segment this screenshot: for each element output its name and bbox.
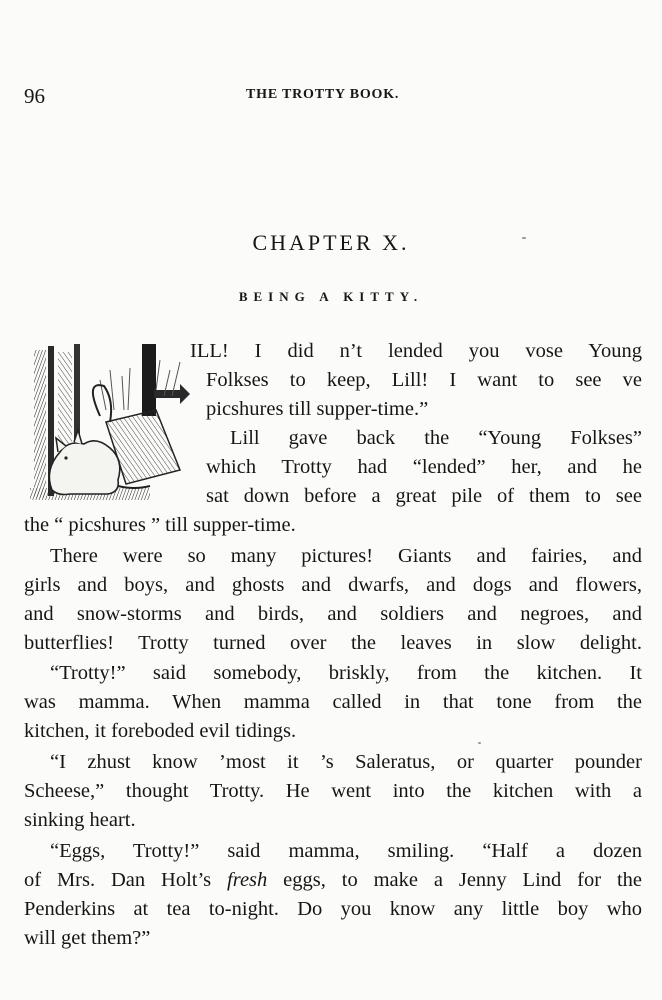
running-title: THE TROTTY BOOK. [246, 87, 400, 102]
text-line: Scheese,” thought Trotty. He went into the kitchen with a [24, 780, 642, 802]
text-line: sinking heart. [24, 809, 136, 831]
kitten-drop-cap-illustration [30, 340, 190, 502]
text-line: “Eggs, Trotty!” said mamma, smiling. “Half a dozen [50, 840, 642, 862]
text-line: was mamma. When mamma called in that tone from the [24, 691, 642, 713]
text-line: which Trotty had “lended” her, and he [206, 456, 642, 478]
running-head [24, 84, 632, 108]
text-segment: of Mrs. Dan Holt’s [24, 869, 228, 891]
text-line: girls and boys, and ghosts and dwarfs, and dogs and flowers, [24, 574, 642, 596]
text-line: Lill gave back the “Young Folkses” [230, 427, 642, 449]
chapter-subtitle: BEING A KITTY. [238, 289, 424, 304]
text-line: and snow-storms and birds, and soldiers and negroes, and [24, 603, 642, 625]
text-line: “I zhust know ’most it ’s Saleratus, or quarter pounder [50, 751, 642, 773]
chapter-title: CHAPTER X. [252, 230, 410, 255]
ink-speck [478, 742, 481, 744]
text-line: There were so many pictures! Giants and fairies, and [50, 545, 642, 567]
ink-speck [522, 237, 526, 239]
text-line: ILL! I did n’t lended you vose Young [190, 340, 642, 362]
text-line-with-italic [24, 866, 642, 894]
text-line: sat down before a great pile of them to see [206, 485, 642, 507]
italic-word: fresh [227, 869, 268, 891]
text-line: will get them?” [24, 927, 151, 949]
text-line: butterflies! Trotty turned over the leaves in slow delight. [24, 632, 642, 654]
text-line: the “ picshures ” till supper-time. [24, 514, 296, 536]
text-line: kitchen, it foreboded evil tidings. [24, 720, 297, 742]
text-line: Penderkins at tea to-night. Do you know any little boy who [24, 898, 642, 920]
text-line: “Trotty!” said somebody, briskly, from the kitchen. It [50, 662, 642, 684]
page-number: 96 [24, 84, 45, 108]
text-segment: eggs, to make a Jenny Lind for the [267, 869, 642, 891]
text-line: picshures till supper-time.” [206, 398, 429, 420]
text-line: Folkses to keep, Lill! I want to see ve [206, 369, 642, 391]
